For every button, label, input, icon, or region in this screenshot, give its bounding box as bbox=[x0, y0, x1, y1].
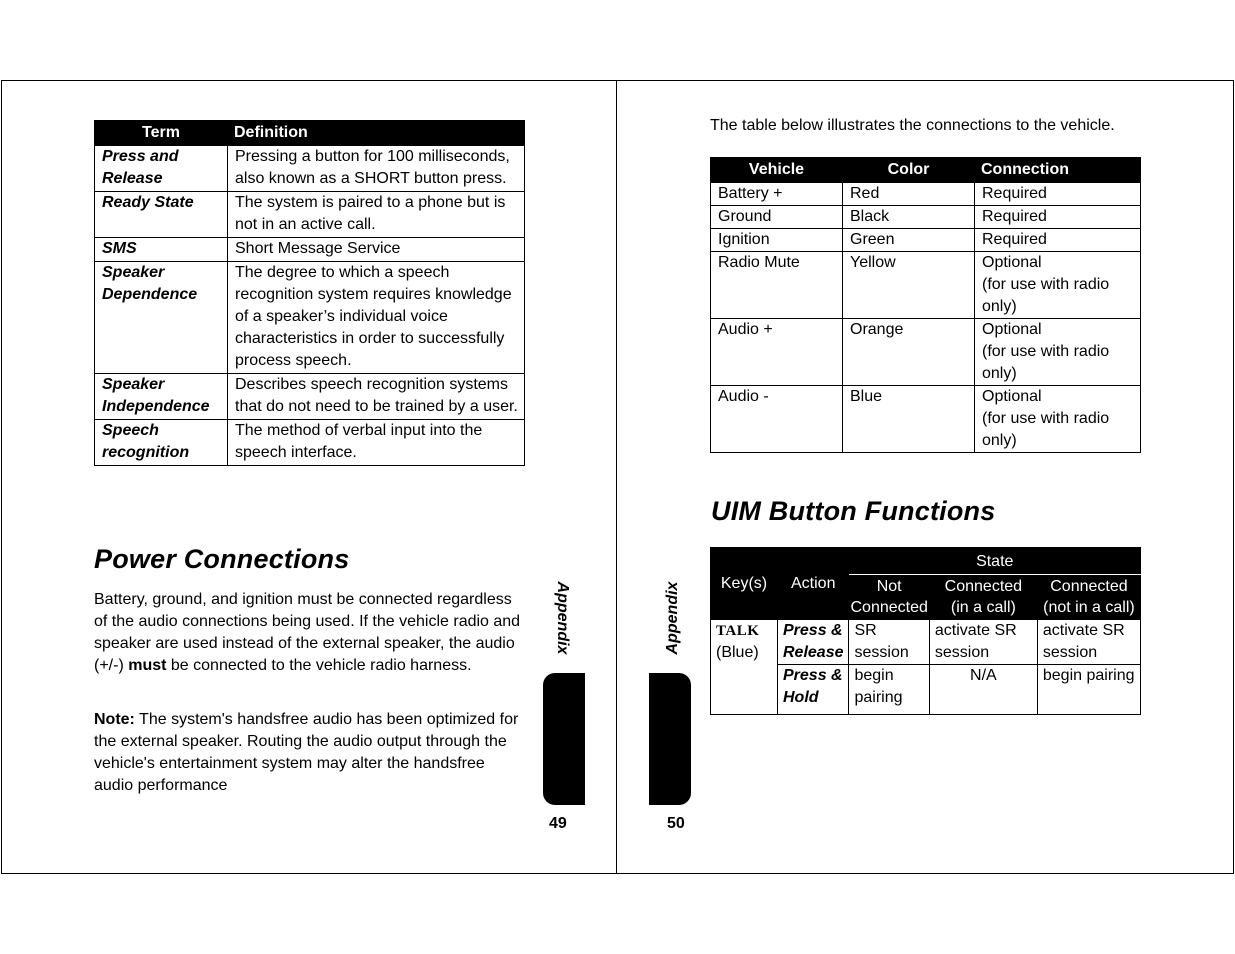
glossary-definition: Pressing a button for 100 milliseconds, also known as a SHORT button press. bbox=[228, 146, 525, 192]
page-gutter-divider bbox=[616, 80, 617, 874]
glossary-header-term: Term bbox=[95, 121, 228, 146]
color-cell: Red bbox=[843, 183, 975, 206]
glossary-term: Ready State bbox=[95, 192, 228, 238]
talk-key-color: (Blue) bbox=[716, 644, 759, 661]
note-text: The system's handsfree audio has been optimized for the external speaker. Routing the audio output through the vehicle's entertainment system may alter the handsfree audio performance bbox=[94, 711, 519, 794]
color-cell: Blue bbox=[843, 386, 975, 453]
glossary-term: Speech recognition bbox=[95, 420, 228, 466]
emphasis-must: must bbox=[128, 657, 167, 674]
glossary-definition: The degree to which a speech recognition system requires knowledge of a speaker’s individual voice characteristics in order to successfully process speech. bbox=[228, 262, 525, 374]
vehicle-cell: Radio Mute bbox=[711, 252, 843, 319]
uim-not-connected-cell: SR session bbox=[849, 620, 929, 665]
glossary-definition: Short Message Service bbox=[228, 238, 525, 262]
vehicle-cell: Audio - bbox=[711, 386, 843, 453]
vehicle-header-vehicle: Vehicle bbox=[711, 158, 843, 183]
power-connections-paragraph bbox=[94, 589, 526, 677]
color-cell: Orange bbox=[843, 319, 975, 386]
vehicle-cell: Audio + bbox=[711, 319, 843, 386]
glossary-header-definition: Definition bbox=[228, 121, 525, 146]
connection-value: Optional bbox=[982, 388, 1042, 405]
glossary-term: Speaker Independence bbox=[95, 374, 228, 420]
page-number-right: 50 bbox=[667, 815, 685, 832]
vehicle-connections-table bbox=[710, 157, 1141, 453]
appendix-tab-label-left: Appendix bbox=[554, 581, 571, 655]
paragraph-text: Battery, ground, and ignition must be connected regardless of the audio connections being used. If the vehicle radio and speaker are used instead of the external speaker, the audio (+/-) bbox=[94, 591, 521, 674]
uim-action-cell: Press & Release bbox=[778, 620, 849, 665]
uim-header-connected-in-call bbox=[929, 575, 1037, 620]
color-cell: Black bbox=[843, 206, 975, 229]
table-row bbox=[711, 620, 1141, 665]
table-row bbox=[95, 192, 525, 238]
uim-not-in-call-cell: begin pairing bbox=[1037, 665, 1140, 715]
connection-value: Optional bbox=[982, 321, 1042, 338]
header-line: (not in a call) bbox=[1043, 599, 1135, 616]
table-row bbox=[711, 252, 1141, 319]
appendix-tab-label-right: Appendix bbox=[664, 581, 681, 655]
uim-in-call-cell: N/A bbox=[929, 665, 1037, 715]
glossary-table bbox=[94, 120, 525, 466]
uim-header-connected-not-in-call bbox=[1037, 575, 1140, 620]
glossary-definition: The method of verbal input into the speech interface. bbox=[228, 420, 525, 466]
glossary-term: Press and Release bbox=[95, 146, 228, 192]
vehicle-header-color: Color bbox=[843, 158, 975, 183]
header-line: Connected bbox=[944, 578, 1023, 595]
glossary-term: SMS bbox=[95, 238, 228, 262]
appendix-tab-marker-left bbox=[543, 673, 585, 805]
table-row bbox=[95, 238, 525, 262]
uim-header-state: State bbox=[849, 548, 1141, 575]
table-row bbox=[95, 420, 525, 466]
connection-note: (for use with radio only) bbox=[982, 276, 1110, 315]
page-number-left: 49 bbox=[549, 815, 567, 832]
glossary-definition: The system is paired to a phone but is not in an active call. bbox=[228, 192, 525, 238]
table-row bbox=[711, 206, 1141, 229]
note-label: Note: bbox=[94, 711, 135, 728]
table-row bbox=[711, 183, 1141, 206]
table-row bbox=[711, 319, 1141, 386]
vehicle-cell: Ground bbox=[711, 206, 843, 229]
uim-header-not-connected: Not Connected bbox=[849, 575, 929, 620]
color-cell: Green bbox=[843, 229, 975, 252]
glossary-definition: Describes speech recognition systems that do not need to be trained by a user. bbox=[228, 374, 525, 420]
uim-header-row bbox=[711, 548, 1141, 575]
connections-intro-text: The table below illustrates the connections to the vehicle. bbox=[710, 117, 1115, 134]
uim-key-cell bbox=[711, 620, 778, 715]
vehicle-header-row bbox=[711, 158, 1141, 183]
connection-note: (for use with radio only) bbox=[982, 410, 1110, 449]
glossary-term: Speaker Dependence bbox=[95, 262, 228, 374]
color-cell: Yellow bbox=[843, 252, 975, 319]
uim-in-call-cell: activate SR session bbox=[929, 620, 1037, 665]
talk-key-label: TALK bbox=[716, 623, 760, 639]
uim-button-functions-heading: UIM Button Functions bbox=[711, 496, 996, 526]
header-line: (in a call) bbox=[950, 599, 1016, 616]
connection-cell bbox=[975, 386, 1141, 453]
uim-header-action: Action bbox=[778, 548, 849, 620]
connection-cell: Required bbox=[975, 183, 1141, 206]
connection-cell: Required bbox=[975, 229, 1141, 252]
vehicle-header-connection: Connection bbox=[975, 158, 1141, 183]
header-line: Connected bbox=[1050, 578, 1128, 595]
uim-action-cell: Press & Hold bbox=[778, 665, 849, 715]
connection-cell: Required bbox=[975, 206, 1141, 229]
table-row bbox=[711, 229, 1141, 252]
connection-cell bbox=[975, 252, 1141, 319]
connection-note: (for use with radio only) bbox=[982, 343, 1110, 382]
uim-not-connected-cell: begin pairing bbox=[849, 665, 929, 715]
table-row bbox=[711, 386, 1141, 453]
connection-value: Optional bbox=[982, 254, 1042, 271]
appendix-tab-marker-right bbox=[649, 673, 691, 805]
table-row bbox=[95, 262, 525, 374]
table-row bbox=[95, 146, 525, 192]
connection-cell bbox=[975, 319, 1141, 386]
power-connections-heading: Power Connections bbox=[94, 544, 350, 574]
glossary-header-row bbox=[95, 121, 525, 146]
table-row bbox=[95, 374, 525, 420]
note-paragraph bbox=[94, 709, 526, 797]
vehicle-cell: Battery + bbox=[711, 183, 843, 206]
vehicle-cell: Ignition bbox=[711, 229, 843, 252]
uim-header-keys: Key(s) bbox=[711, 548, 778, 620]
uim-not-in-call-cell: activate SR session bbox=[1037, 620, 1140, 665]
paragraph-text: be connected to the vehicle radio harness. bbox=[166, 657, 472, 674]
uim-button-functions-table bbox=[710, 547, 1141, 715]
